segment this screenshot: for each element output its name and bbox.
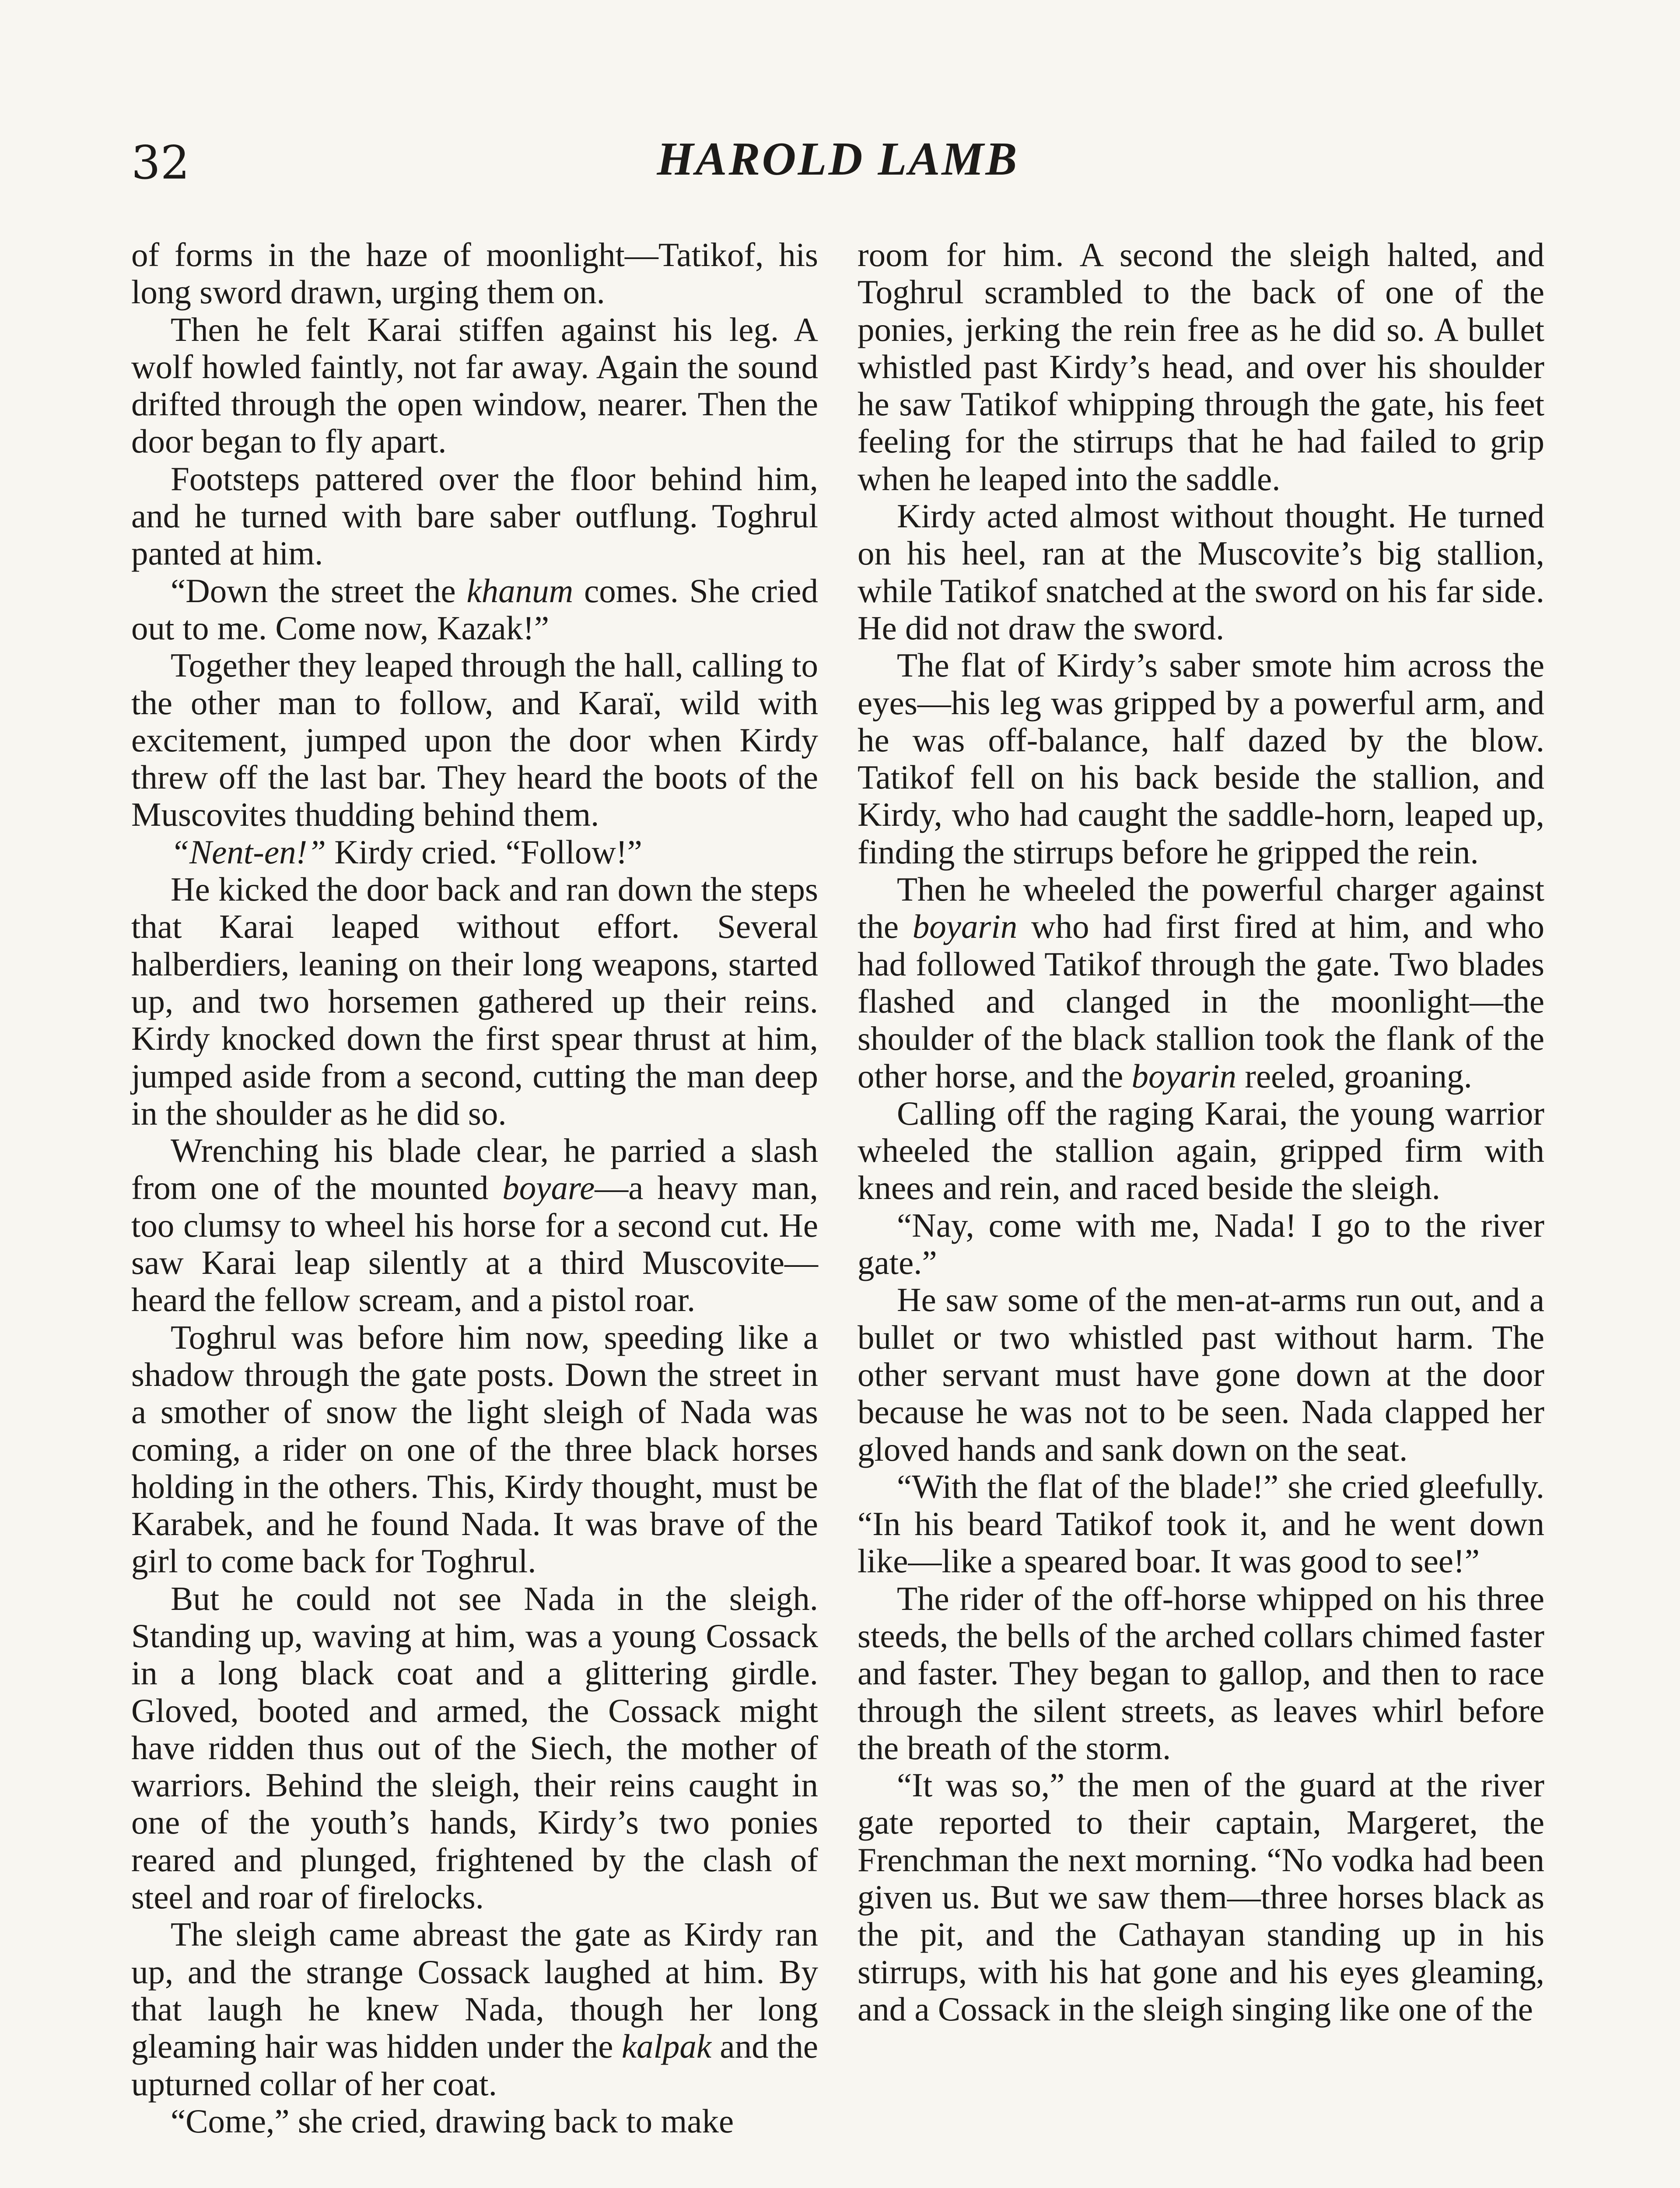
paragraph: He saw some of the men-at-arms run out, and a bullet or two whistled past without harm. The other servant must have gone down at the door because he was not to be seen. Nada clapped her gloved hands and sank down on the seat. [858, 1281, 1544, 1468]
italic-text: kalpak [621, 2027, 712, 2065]
paragraph: The rider of the off-horse whipped on his three steeds, the bells of the arched collars chimed faster and faster. They began to gallop, and then to race through the silent streets, as leaves whirl before the breath of the storm. [858, 1579, 1544, 1767]
text-run: Wrenching his blade clear, he parried a slash from one of the mounted [131, 1132, 818, 1207]
text-run: comes. She cried out to me. Come now, Kazak!” [131, 572, 818, 647]
text-run: —a heavy man, too clumsy to wheel his horse for a second cut. He saw Karai leap silently at a third Muscovite—heard the fellow scream, and a pistol roar. [131, 1169, 818, 1319]
text-run: and the upturned collar of her coat. [131, 2027, 818, 2103]
text-run: reeled, groaning. [1236, 1057, 1472, 1095]
italic-text: “Nent-en!” [171, 833, 326, 871]
paragraph: “With the flat of the blade!” she cried gleefully. “In his beard Tatikof took it, and he went down like—like a speared boar. It was good to see!” [858, 1467, 1544, 1580]
paragraph: of forms in the haze of moonlight—Tatikof, his long sword drawn, urging them on. [131, 236, 818, 311]
paragraph [131, 1916, 818, 2102]
right-column [858, 236, 1544, 2140]
italic-text: boyare [502, 1169, 595, 1207]
text-run: who had first fired at him, and who had followed Tatikof through the gate. Two blades flashed and clanged in the moonlight—the shoulder of the black stallion took the flank of the other horse, and the [858, 908, 1544, 1095]
paragraph [131, 572, 818, 647]
text-run: Kirdy cried. “Follow!” [326, 833, 642, 871]
paragraph: “Nay, come with me, Nada! I go to the river gate.” [858, 1206, 1544, 1282]
paragraph: Then he felt Karai stiffen against his leg. A wolf howled faintly, not far away. Again the sound drifted through the open window, nearer. Then the door began to fly apart. [131, 310, 818, 460]
page-header [131, 131, 1544, 197]
paragraph: Toghrul was before him now, speeding like a shadow through the gate posts. Down the street in a smother of snow the light sleigh of Nada was coming, a rider on one of the three black horses holding in the others. This, Kirdy thought, must be Karabek, and he found Nada. It was brave of the girl to come back for Toghrul. [131, 1318, 818, 1580]
paragraph: “It was so,” the men of the guard at the river gate reported to their captain, Margeret, the Frenchman the next morning. “No vodka had been given us. But we saw them—three horses black as the pit, and the Cathayan standing up in his stirrups, with his hat gone and his eyes gleaming, and a Cossack in the sleigh singing like one of the [858, 1766, 1544, 2028]
left-column [131, 236, 818, 2140]
paragraph [131, 1132, 818, 1318]
paragraph: The flat of Kirdy’s saber smote him across the eyes—his leg was gripped by a powerful arm, and he was off-balance, half dazed by the blow. Tatikof fell on his back beside the stallion, and Kirdy, who had caught the saddle-horn, leaped up, finding the stirrups before he gripped the rein. [858, 646, 1544, 871]
paragraph: “Come,” she cried, drawing back to make [171, 2102, 734, 2140]
paragraph [858, 871, 1544, 1095]
paragraph: Calling off the raging Karai, the young warrior wheeled the stallion again, gripped firm with knees and rein, and raced beside the sleigh. [858, 1094, 1544, 1207]
italic-text: boyarin [1131, 1057, 1237, 1095]
italic-text: boyarin [912, 908, 1018, 946]
paragraph [131, 834, 818, 871]
paragraph: Footsteps pattered over the floor behind him, and he turned with bare saber outflung. Toghrul panted at him. [131, 459, 818, 572]
text-run: “Down the street the [171, 572, 467, 610]
paragraph: Together they leaped through the hall, calling to the other man to follow, and Karaï, wild with excitement, jumped upon the door when Kirdy threw off the last bar. They heard the boots of the Muscovites thudding behind them. [131, 646, 818, 834]
text-run: The sleigh came abreast the gate as Kirdy ran up, and the strange Cossack laughed at him. By that laugh he knew Nada, though her long gleaming hair was hidden under the [131, 1915, 818, 2065]
paragraph: Kirdy acted almost without thought. He turned on his heel, ran at the Muscovite’s big stallion, while Tatikof snatched at the sword on his far side. He did not draw the sword. [858, 497, 1544, 647]
page-number: 32 [131, 136, 190, 189]
paragraph: He kicked the door back and ran down the steps that Karai leaped without effort. Several halberdiers, leaning on their long weapons, started up, and two horsemen gathered up their reins. Kirdy knocked down the first spear thrust at him, jumped aside from a second, cutting the man deep in the shoulder as he did so. [131, 870, 818, 1132]
italic-text: khanum [466, 572, 574, 610]
running-title: HAROLD LAMB [657, 133, 1019, 185]
text-run: Then he wheeled the powerful charger against the [858, 870, 1544, 946]
paragraph: room for him. A second the sleigh halted, and Toghrul scrambled to the back of one of the ponies, jerking the rein free as he did so. A bullet whistled past Kirdy’s head, and over his shoulder he saw Tatikof whipping through the gate, his feet feeling for the stirrups that he had failed to grip when he leaped into the saddle. [858, 236, 1544, 498]
paragraph: But he could not see Nada in the sleigh. Standing up, waving at him, was a young Cossack in a long black coat and a glittering girdle. Gloved, booted and armed, the Cossack might have ridden thus out of the Siech, the mother of warriors. Behind the sleigh, their reins caught in one of the youth’s hands, Kirdy’s two ponies reared and plunged, frightened by the clash of steel and roar of firelocks. [131, 1579, 818, 1916]
text-columns [131, 236, 1544, 2140]
